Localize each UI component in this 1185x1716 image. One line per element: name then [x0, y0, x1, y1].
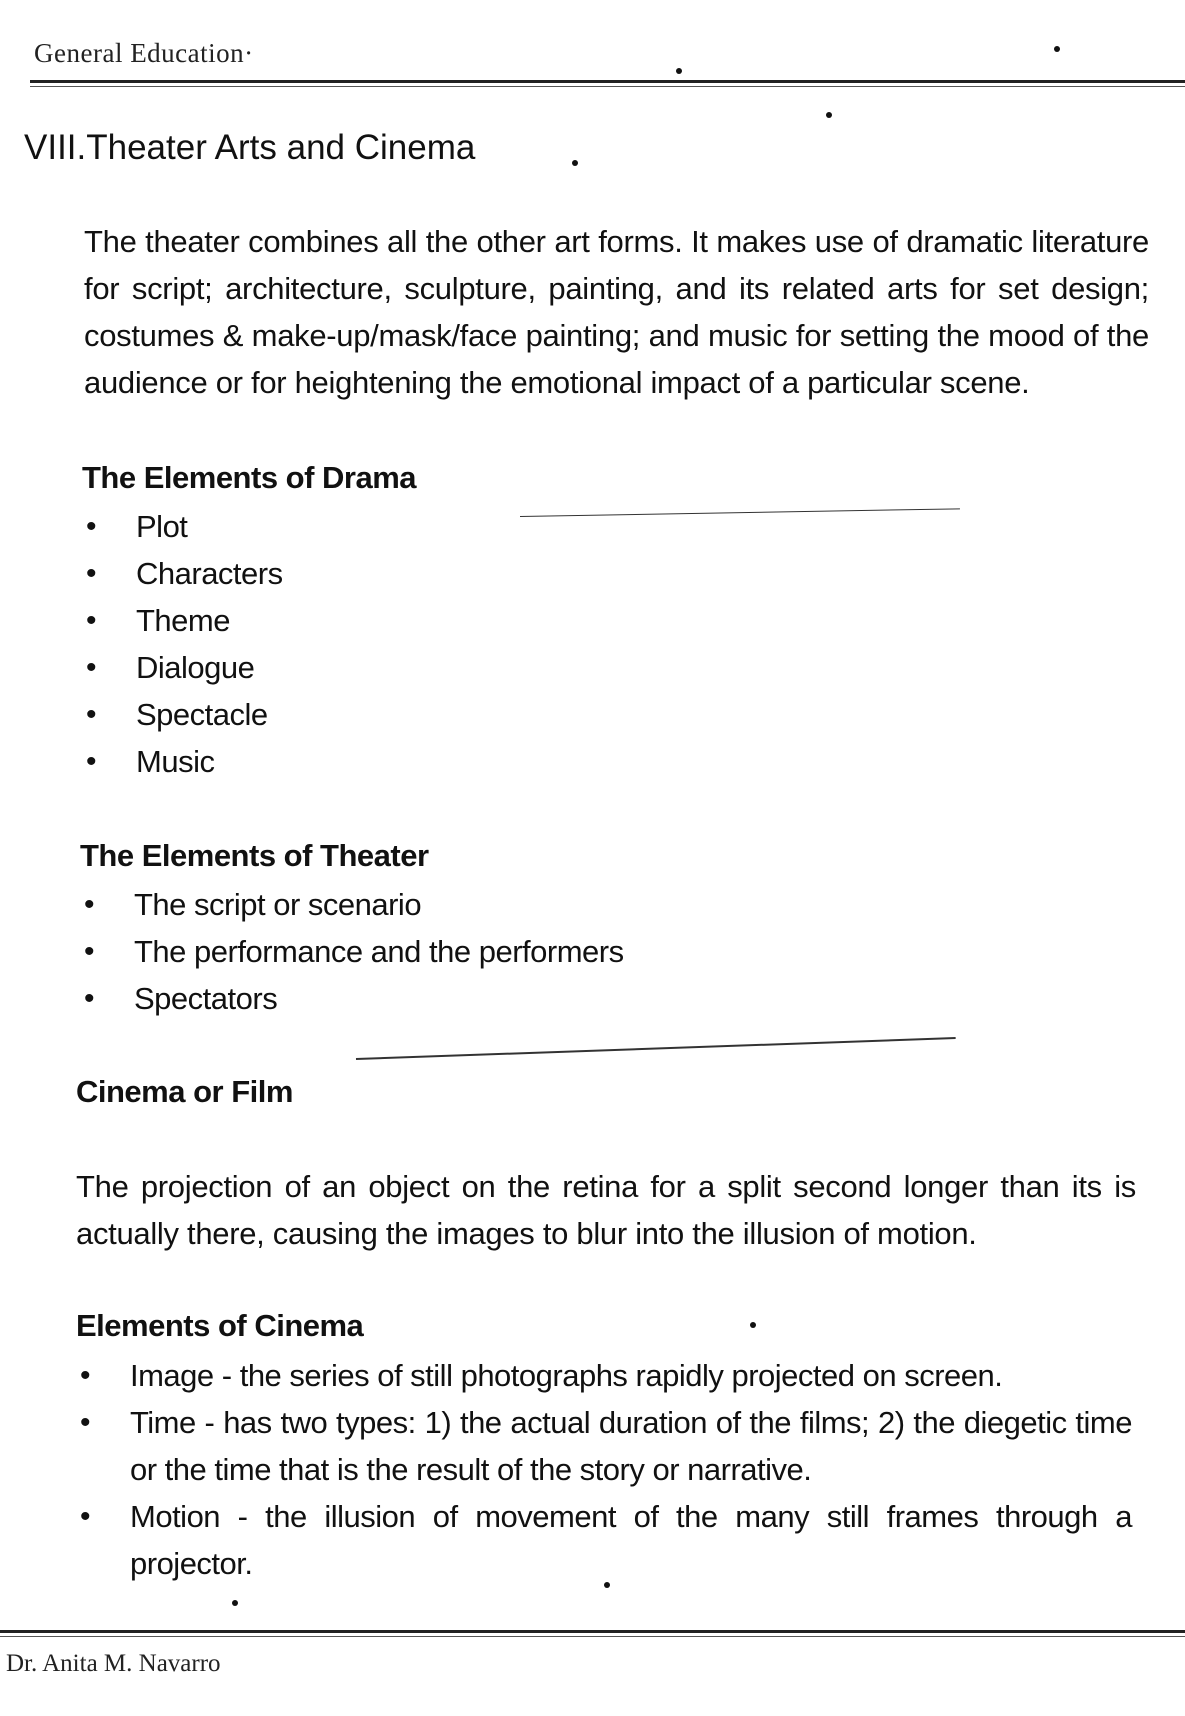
header-rule-thin: [30, 86, 1185, 87]
cinema-definition: The projection of an object on the retina for a split second longer than its is actually there, causing the images to blur into the illusion of motion.: [76, 1169, 1136, 1251]
list-item: • Plot: [86, 503, 786, 550]
running-header: General Education·: [34, 38, 254, 68]
theater-list: [84, 881, 884, 1022]
bullet-icon: •: [86, 698, 97, 731]
cinema-heading: Cinema or Film: [76, 1074, 293, 1109]
section-title: VIII.Theater Arts and Cinema: [24, 128, 476, 167]
bullet-icon: •: [86, 604, 97, 637]
bullet-icon: •: [84, 935, 95, 968]
bullet-icon: •: [86, 651, 97, 684]
bullet-icon: •: [80, 1359, 91, 1392]
drama-list: [86, 503, 786, 785]
drama-heading: The Elements of Drama: [82, 460, 417, 495]
list-item: • Spectators: [84, 975, 884, 1022]
bullet-icon: •: [80, 1500, 91, 1533]
list-item: • Dialogue: [86, 644, 786, 691]
list-item: • Characters: [86, 550, 786, 597]
scan-speck: [826, 112, 832, 118]
list-item: • Music: [86, 738, 786, 785]
intro-paragraph: The theater combines all the other art forms. It makes use of dramatic literature for script; architecture, sculpture, painting, and its related arts for set design; costumes & make-up/mask/face painting; and music for setting the mood of the audience or for heightening the emotional impact of a particular scene.: [84, 224, 1149, 400]
bullet-icon: •: [84, 888, 95, 921]
bullet-icon: •: [84, 982, 95, 1015]
bullet-icon: •: [86, 557, 97, 590]
footer-rule: [0, 1630, 1185, 1633]
bullet-icon: •: [86, 745, 97, 778]
scan-speck: [676, 68, 682, 74]
list-item: • Theme: [86, 597, 786, 644]
pen-scribble: [356, 1037, 956, 1060]
list-item: • Image - the series of still photographs rapidly projected on screen.: [80, 1352, 1132, 1399]
scan-speck: [750, 1322, 756, 1328]
footer-author: Dr. Anita M. Navarro: [6, 1650, 221, 1677]
scan-speck: [232, 1600, 238, 1606]
list-item: • Time - has two types: 1) the actual duration of the films; 2) the diegetic time or the time that is the result of the story or narrative.: [80, 1399, 1132, 1493]
scan-speck: [572, 160, 578, 166]
cinema-elements-list: [80, 1352, 1132, 1587]
scan-speck: [604, 1582, 610, 1588]
list-item: • Motion - the illusion of movement of the many still frames through a projector.: [80, 1493, 1132, 1587]
theater-heading: The Elements of Theater: [80, 838, 429, 873]
bullet-icon: •: [80, 1406, 91, 1439]
scan-speck: [1054, 46, 1060, 52]
header-rule: [30, 80, 1185, 83]
list-item: • The script or scenario: [84, 881, 884, 928]
list-item: • Spectacle: [86, 691, 786, 738]
cinema-elements-heading: Elements of Cinema: [76, 1308, 364, 1343]
footer-rule-thin: [0, 1636, 1185, 1637]
list-item: • The performance and the performers: [84, 928, 884, 975]
bullet-icon: •: [86, 510, 97, 543]
